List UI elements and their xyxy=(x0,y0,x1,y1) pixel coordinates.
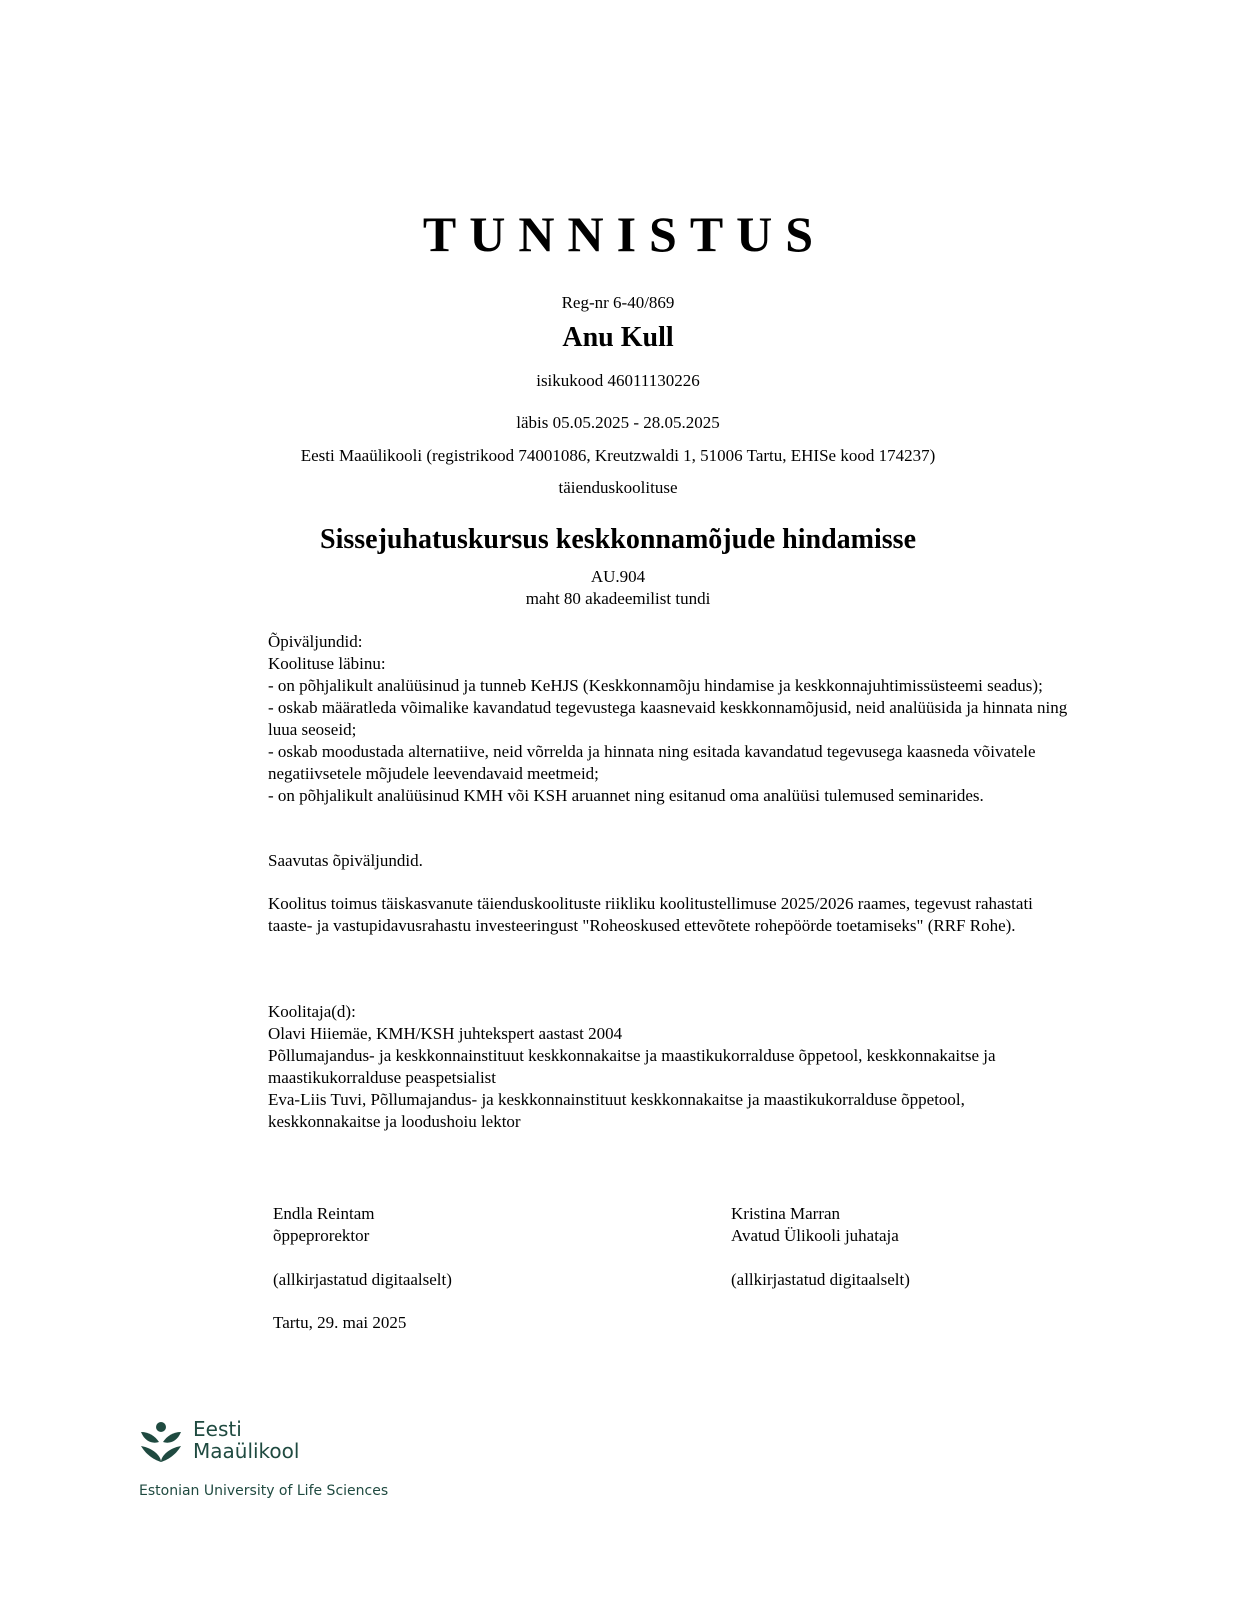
trainer-line: Põllumajandus- ja keskkonnainstituut keskkonnakaitse ja maastikukorralduse õppetool, keskkonnakaitse ja maastikukorralduse peaspetsialist xyxy=(268,1046,996,1087)
signatory-name: Kristina Marran xyxy=(731,1204,841,1223)
university-logo-icon xyxy=(139,1420,183,1464)
trainer-line: Eva-Liis Tuvi, Põllumajandus- ja keskkonnainstituut keskkonnakaitse ja maastikukorralduse õppetool, keskkonnakaitse ja loodushoiu lektor xyxy=(268,1090,965,1131)
funding-statement xyxy=(268,893,1068,937)
trainers-heading: Koolitaja(d): xyxy=(268,1002,356,1021)
outcomes-heading: Õpiväljundid: xyxy=(268,632,363,651)
course-code: AU.904 xyxy=(590,567,646,586)
trainer-line: Olavi Hiiemäe, KMH/KSH juhtekspert aastast 2004 xyxy=(268,1024,623,1043)
outcome-item: - oskab moodustada alternatiive, neid võrrelda ja hinnata ning esitada kavandatud tegevusega kaasneda võivatele negatiivsetele mõjudele leevendavaid meetmeid; xyxy=(268,742,1036,783)
achievement-statement xyxy=(268,850,1068,872)
funding-text: Koolitus toimus täiskasvanute täienduskoolituste riikliku koolitustellimuse 2025/2026 raames, tegevust rahastati taaste- ja vastupidavusrahastu investeeringust "Roheoskused ettevõtete rohepöörde toetamiseks" (RRF Rohe). xyxy=(268,894,1033,935)
achieved-text: Saavutas õpiväljundid. xyxy=(268,851,423,870)
outcome-item: - on põhjalikult analüüsinud ja tunneb KeHJS (Keskkonnamõju hindamise ja keskkonnajuhtimissüsteemi seadus); xyxy=(268,676,1043,695)
trainers-section xyxy=(268,1001,1068,1133)
logo-tagline: Estonian University of Life Sciences xyxy=(139,1483,389,1499)
outcome-item: - on põhjalikult analüüsinud KMH või KSH aruannet ning esitanud oma analüüsi tulemused seminarides. xyxy=(268,786,984,805)
signatory-name: Endla Reintam xyxy=(273,1204,375,1223)
signature-note: (allkirjastatud digitaalselt) xyxy=(273,1270,452,1289)
signature-block-right xyxy=(731,1203,910,1291)
logo-wordmark-line1: Eesti xyxy=(193,1417,242,1441)
learning-outcomes xyxy=(268,631,1068,807)
course-title: Sissejuhatuskursus keskkonnamõjude hindamisse xyxy=(320,524,916,555)
place-and-date: Tartu, 29. mai 2025 xyxy=(273,1313,407,1332)
outcome-item: - oskab määratleda võimalike kavandatud tegevustega kaasnevaid keskkonnamõjusid, neid analüüsida ja hinnata ning luua seoseid; xyxy=(268,698,1068,739)
course-volume: maht 80 akadeemilist tundi xyxy=(525,589,711,608)
signatory-role: õppeprorektor xyxy=(273,1226,370,1245)
logo-wordmark-line2: Maaülikool xyxy=(193,1439,300,1463)
document-title: TUNNISTUS xyxy=(422,206,827,262)
course-type: täienduskoolituse xyxy=(558,478,678,497)
recipient-name: Anu Kull xyxy=(562,322,674,353)
signatory-role: Avatud Ülikooli juhataja xyxy=(731,1226,899,1245)
registration-number: Reg-nr 6-40/869 xyxy=(561,293,675,312)
institution-details: Eesti Maaülikooli (registrikood 74001086, Kreutzwaldi 1, 51006 Tartu, EHISe kood 174237) xyxy=(300,446,936,465)
university-logo xyxy=(139,1416,439,1516)
completion-period: läbis 05.05.2025 - 28.05.2025 xyxy=(516,413,720,432)
personal-id-code: isikukood 46011130226 xyxy=(536,371,700,390)
signature-note: (allkirjastatud digitaalselt) xyxy=(731,1270,910,1289)
outcomes-intro: Koolituse läbinu: xyxy=(268,654,386,673)
signature-block-left xyxy=(273,1203,452,1291)
